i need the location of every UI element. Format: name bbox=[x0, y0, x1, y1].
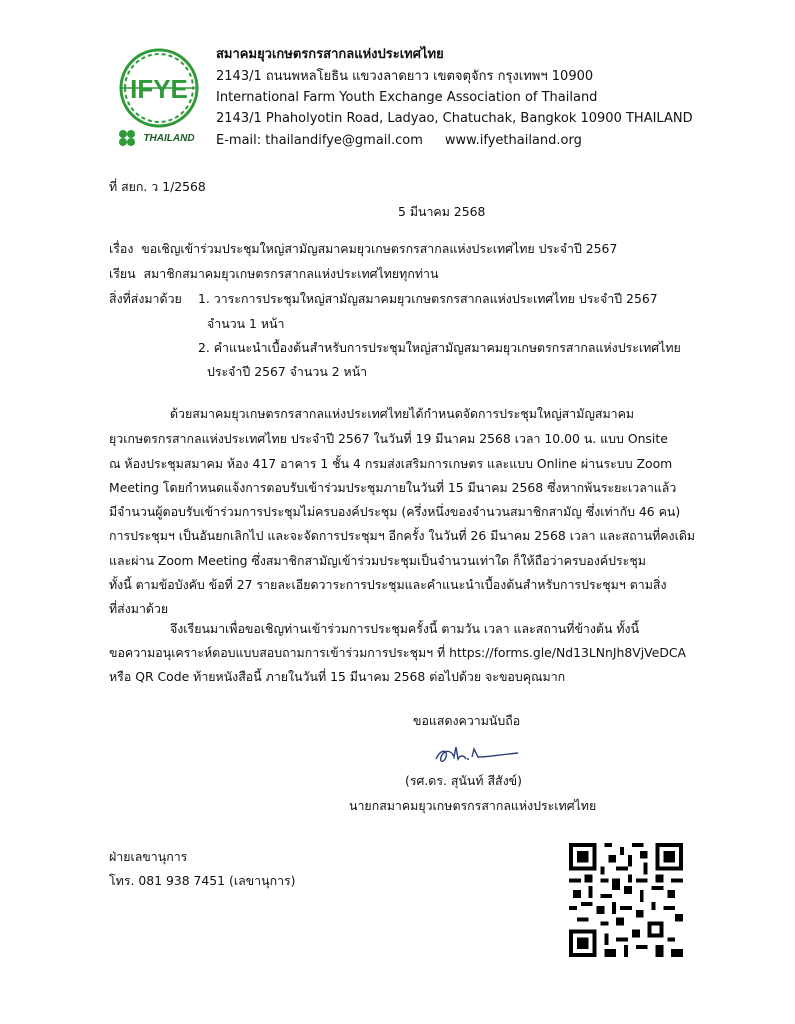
body-line: ณ ห้องประชุมสมาคม ห้อง 417 อาคาร 1 ชั้น 4 กรมส่งเสริมการเกษตร และแบบ Online ผ่านระบบ Zoom bbox=[109, 456, 673, 471]
signer-title: นายกสมาคมยุวเกษตรกรสากลแห่งประเทศไทย bbox=[349, 798, 597, 813]
closing-phrase: ขอแสดงความนับถือ bbox=[413, 713, 521, 728]
logo-text: IFYE bbox=[130, 74, 188, 104]
letter-date: 5 มีนาคม 2568 bbox=[398, 204, 486, 219]
org-name-english: International Farm Youth Exchange Association of Thailand bbox=[216, 90, 598, 105]
body-line: ที่ส่งมาด้วย bbox=[109, 601, 169, 616]
enclosure-item-2-pages: ประจำปี 2567 จำนวน 2 หน้า bbox=[207, 364, 368, 379]
enclosure-item-1: 1. วาระการประชุมใหญ่สามัญสมาคมยุวเกษตรกรสากลแห่งประเทศไทย ประจำปี 2567 bbox=[198, 291, 658, 306]
enclosures-label: สิ่งที่ส่งมาด้วย bbox=[109, 291, 182, 306]
recipient-label: เรียน bbox=[109, 266, 136, 281]
subject-label: เรื่อง bbox=[109, 241, 134, 256]
body-line: ด้วยสมาคมยุวเกษตรกรสากลแห่งประเทศไทยได้กำหนดจัดการประชุมใหญ่สามัญสมาคม bbox=[170, 406, 635, 421]
enclosure-item-1-pages: จำนวน 1 หน้า bbox=[207, 316, 285, 331]
signer-name: (รศ.ดร. สุนันท์ สีสังข์) bbox=[405, 773, 522, 788]
body-line: มีจำนวนผู้ตอบรับเข้าร่วมการประชุมไม่ครบองค์ประชุม (ครึ่งหนึ่งของจำนวนสมาชิกสามัญ ซึ่งเท่ากับ 46 คน) bbox=[109, 504, 681, 519]
body-line: Meeting โดยกำหนดแจ้งการตอบรับเข้าร่วมประชุมภายในวันที่ 15 มีนาคม 2568 ซึ่งหากพ้นระยะเวลาแล้ว bbox=[109, 480, 677, 495]
phone-number: โทร. 081 938 7451 (เลขานุการ) bbox=[109, 873, 296, 888]
enclosure-item-2: 2. คำแนะนำเบื้องต้นสำหรับการประชุมใหญ่สามัญสมาคมยุวเกษตรกรสากลแห่งประเทศไทย bbox=[198, 340, 681, 355]
body-line: หรือ QR Code ท้ายหนังสือนี้ ภายในวันที่ 15 มีนาคม 2568 ต่อไปด้วย จะขอบคุณมาก bbox=[109, 669, 566, 684]
logo-country: THAILAND bbox=[143, 133, 195, 144]
body-line: การประชุมฯ เป็นอันยกเลิกไป และจะจัดการประชุมฯ อีกครั้ง ในวันที่ 26 มีนาคม 2568 เวลา และสถานที่คงเดิม bbox=[109, 528, 696, 543]
ifye-logo bbox=[111, 40, 207, 150]
contact-line bbox=[216, 132, 582, 150]
body-line: ทั้งนี้ ตามข้อบังคับ ข้อที่ 27 รายละเอียดวาระการประชุมและคำแนะนำเบื้องต้นสำหรับการประชุมฯ ตามสิ่ง bbox=[109, 577, 667, 592]
recipient-text: สมาชิกสมาคมยุวเกษตรกรสากลแห่งประเทศไทยทุกท่าน bbox=[143, 266, 439, 281]
address-english: 2143/1 Phaholyotin Road, Ladyao, Chatuchak, Bangkok 10900 THAILAND bbox=[216, 111, 693, 126]
recipient-line bbox=[109, 265, 438, 283]
body-line: และผ่าน Zoom Meeting ซึ่งสมาชิกสามัญเข้าร่วมประชุมเป็นจำนวนเท่าใด ก็ให้ถือว่าครบองค์ประชุม bbox=[109, 553, 646, 568]
subject-line bbox=[109, 240, 617, 258]
body-line-form-url: ขอความอนุเคราะห์ตอบแบบสอบถามการเข้าร่วมการประชุมฯ ที่ https://forms.gle/Nd13LNnJh8VjVeDCA bbox=[109, 645, 686, 660]
website-link[interactable]: www.ifyethailand.org bbox=[444, 133, 582, 148]
handwritten-signature bbox=[428, 737, 528, 771]
email-link[interactable]: E-mail: thailandifye@gmail.com bbox=[216, 133, 423, 148]
body-line: จึงเรียนมาเพื่อขอเชิญท่านเข้าร่วมการประชุมครั้งนี้ ตามวัน เวลา และสถานที่ข้างต้น ทั้งนี้ bbox=[170, 621, 640, 636]
department: ฝ่ายเลขานุการ bbox=[109, 849, 188, 864]
org-name-thai: สมาคมยุวเกษตรกรสากลแห่งประเทศไทย bbox=[216, 47, 444, 62]
qr-code-icon[interactable] bbox=[569, 843, 683, 957]
address-thai: 2143/1 ถนนพหลโยธิน แขวงลาดยาว เขตจตุจักร กรุงเทพฯ 10900 bbox=[216, 69, 594, 84]
reference-number: ที่ สยก. ว 1/2568 bbox=[109, 179, 206, 194]
body-line: ยุวเกษตรกรสากลแห่งประเทศไทย ประจำปี 2567 ในวันที่ 19 มีนาคม 2568 เวลา 10.00 น. แบบ Onsite bbox=[109, 431, 668, 446]
subject-text: ขอเชิญเข้าร่วมประชุมใหญ่สามัญสมาคมยุวเกษตรกรสากลแห่งประเทศไทย ประจำปี 2567 bbox=[141, 241, 618, 256]
